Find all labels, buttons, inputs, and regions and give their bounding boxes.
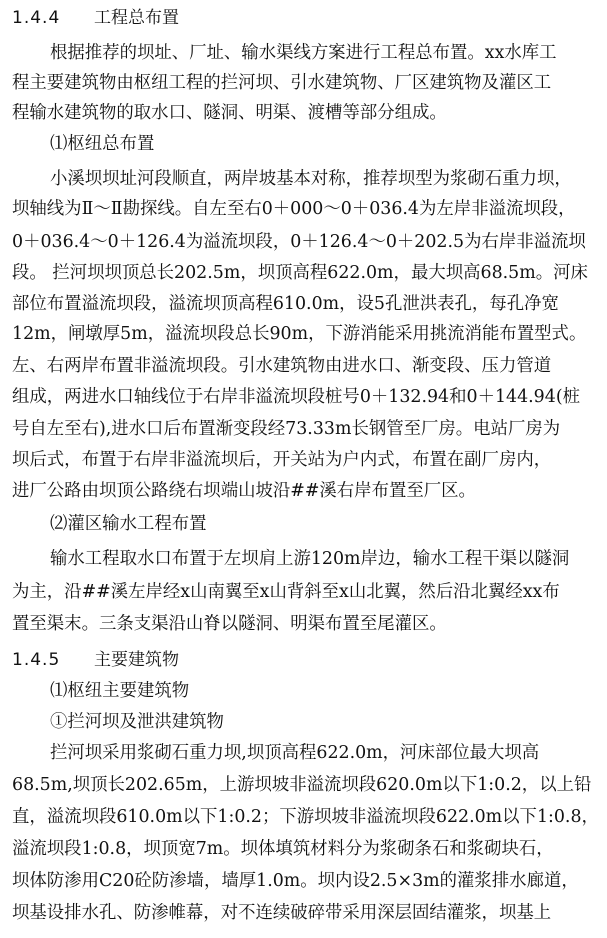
paragraph-line: 为主，沿##溪左岸经x山南翼至x山背斜至x山北翼，然后沿北翼经xx布 <box>12 582 560 602</box>
subsection-title: ⑴枢纽主要建筑物 <box>50 681 190 701</box>
paragraph-line: 输水工程取水口布置于左坝肩上游120m岸边，输水工程干渠以隧洞 <box>50 549 570 569</box>
paragraph-line: 程输水建筑物的取水口、隧洞、明渠、渡槽等部分组成。 <box>12 103 447 123</box>
subsection-title: ⑴枢纽总布置 <box>50 134 155 154</box>
section-1-4-5-heading <box>12 649 179 671</box>
paragraph-line: 坝后式，布置于右岸非溢流坝后，开关站为户内式，布置在副厂房内， <box>12 450 552 470</box>
paragraph-line: 68.5m,坝顶长202.65m，上游坝坡非溢流坝段620.0m以下1:0.2，以上铅 <box>12 775 592 795</box>
paragraph-line: 坝轴线为Ⅱ～Ⅱ勘探线。自左至右0＋000～0＋036.4为左岸非溢流坝段， <box>12 199 576 219</box>
paragraph-line: 0＋036.4～0＋126.4为溢流坝段，0＋126.4～0＋202.5为右岸非溢流坝 <box>12 232 586 252</box>
section-number: 1.4.5 <box>12 650 61 670</box>
paragraph-line: 左、右两岸布置非溢流坝段。引水建筑物由进水口、渐变段、压力管道 <box>12 356 552 376</box>
paragraph-line: 溢流坝段1:0.8，坝顶宽7m。坝体填筑材料分为浆砌条石和浆砌块石， <box>12 839 554 859</box>
paragraph-line: 号自左至右),进水口后布置渐变段经73.33m长钢管至厂房。电站厂房为 <box>12 419 561 439</box>
paragraph-line: 坝基设排水孔、防渗帷幕，对不连续破碎带采用深层固结灌浆，坝基上 <box>12 903 552 923</box>
subsection-title: ⑵灌区输水工程布置 <box>50 514 207 534</box>
paragraph-line: 直，溢流坝段610.0m以下1:0.2；下游坝坡非溢流坝段622.0m以下1:0.8， <box>12 807 599 827</box>
paragraph-line: 程主要建筑物由枢纽工程的拦河坝、引水建筑物、厂区建筑物及灌区工 <box>12 73 552 93</box>
paragraph-line: 12m，闸墩厚5m，溢流坝段总长90m，下游消能采用挑流消能布置型式。 <box>12 324 587 344</box>
paragraph-line: 坝体防渗用C20砼防渗墙，墙厚1.0m。坝内设2.5×3m的灌浆排水廊道， <box>12 871 579 891</box>
section-number: 1.4.4 <box>12 8 61 28</box>
paragraph-line: 小溪坝坝址河段顺直，两岸坡基本对称，推荐坝型为浆砌石重力坝， <box>50 169 572 189</box>
section-title: 主要建筑物 <box>94 650 179 670</box>
section-title: 工程总布置 <box>94 8 179 28</box>
item-title: ①拦河坝及泄洪建筑物 <box>50 712 224 732</box>
paragraph-line: 根据推荐的坝址、厂址、输水渠线方案进行工程总布置。xx水库工 <box>50 43 557 63</box>
paragraph-line: 组成，两进水口轴线位于右岸非溢流坝段桩号0＋132.94和0＋144.94(桩 <box>12 387 580 407</box>
section-1-4-4-heading <box>12 7 179 29</box>
paragraph-line: 段。 拦河坝坝顶总长202.5m，坝顶高程622.0m，最大坝高68.5m。河床 <box>12 263 588 283</box>
paragraph-line: 拦河坝采用浆砌石重力坝,坝顶高程622.0m，河床部位最大坝高 <box>50 743 540 763</box>
paragraph-line: 进厂公路由坝顶公路绕右坝端山坡沿##溪右岸布置至厂区。 <box>12 481 476 501</box>
paragraph-line: 部位布置溢流坝段，溢流坝顶高程610.0m，设5孔泄洪表孔，每孔净宽 <box>12 294 559 314</box>
paragraph-line: 置至渠末。三条支渠沿山脊以隧洞、明渠布置至尾灌区。 <box>12 614 447 634</box>
